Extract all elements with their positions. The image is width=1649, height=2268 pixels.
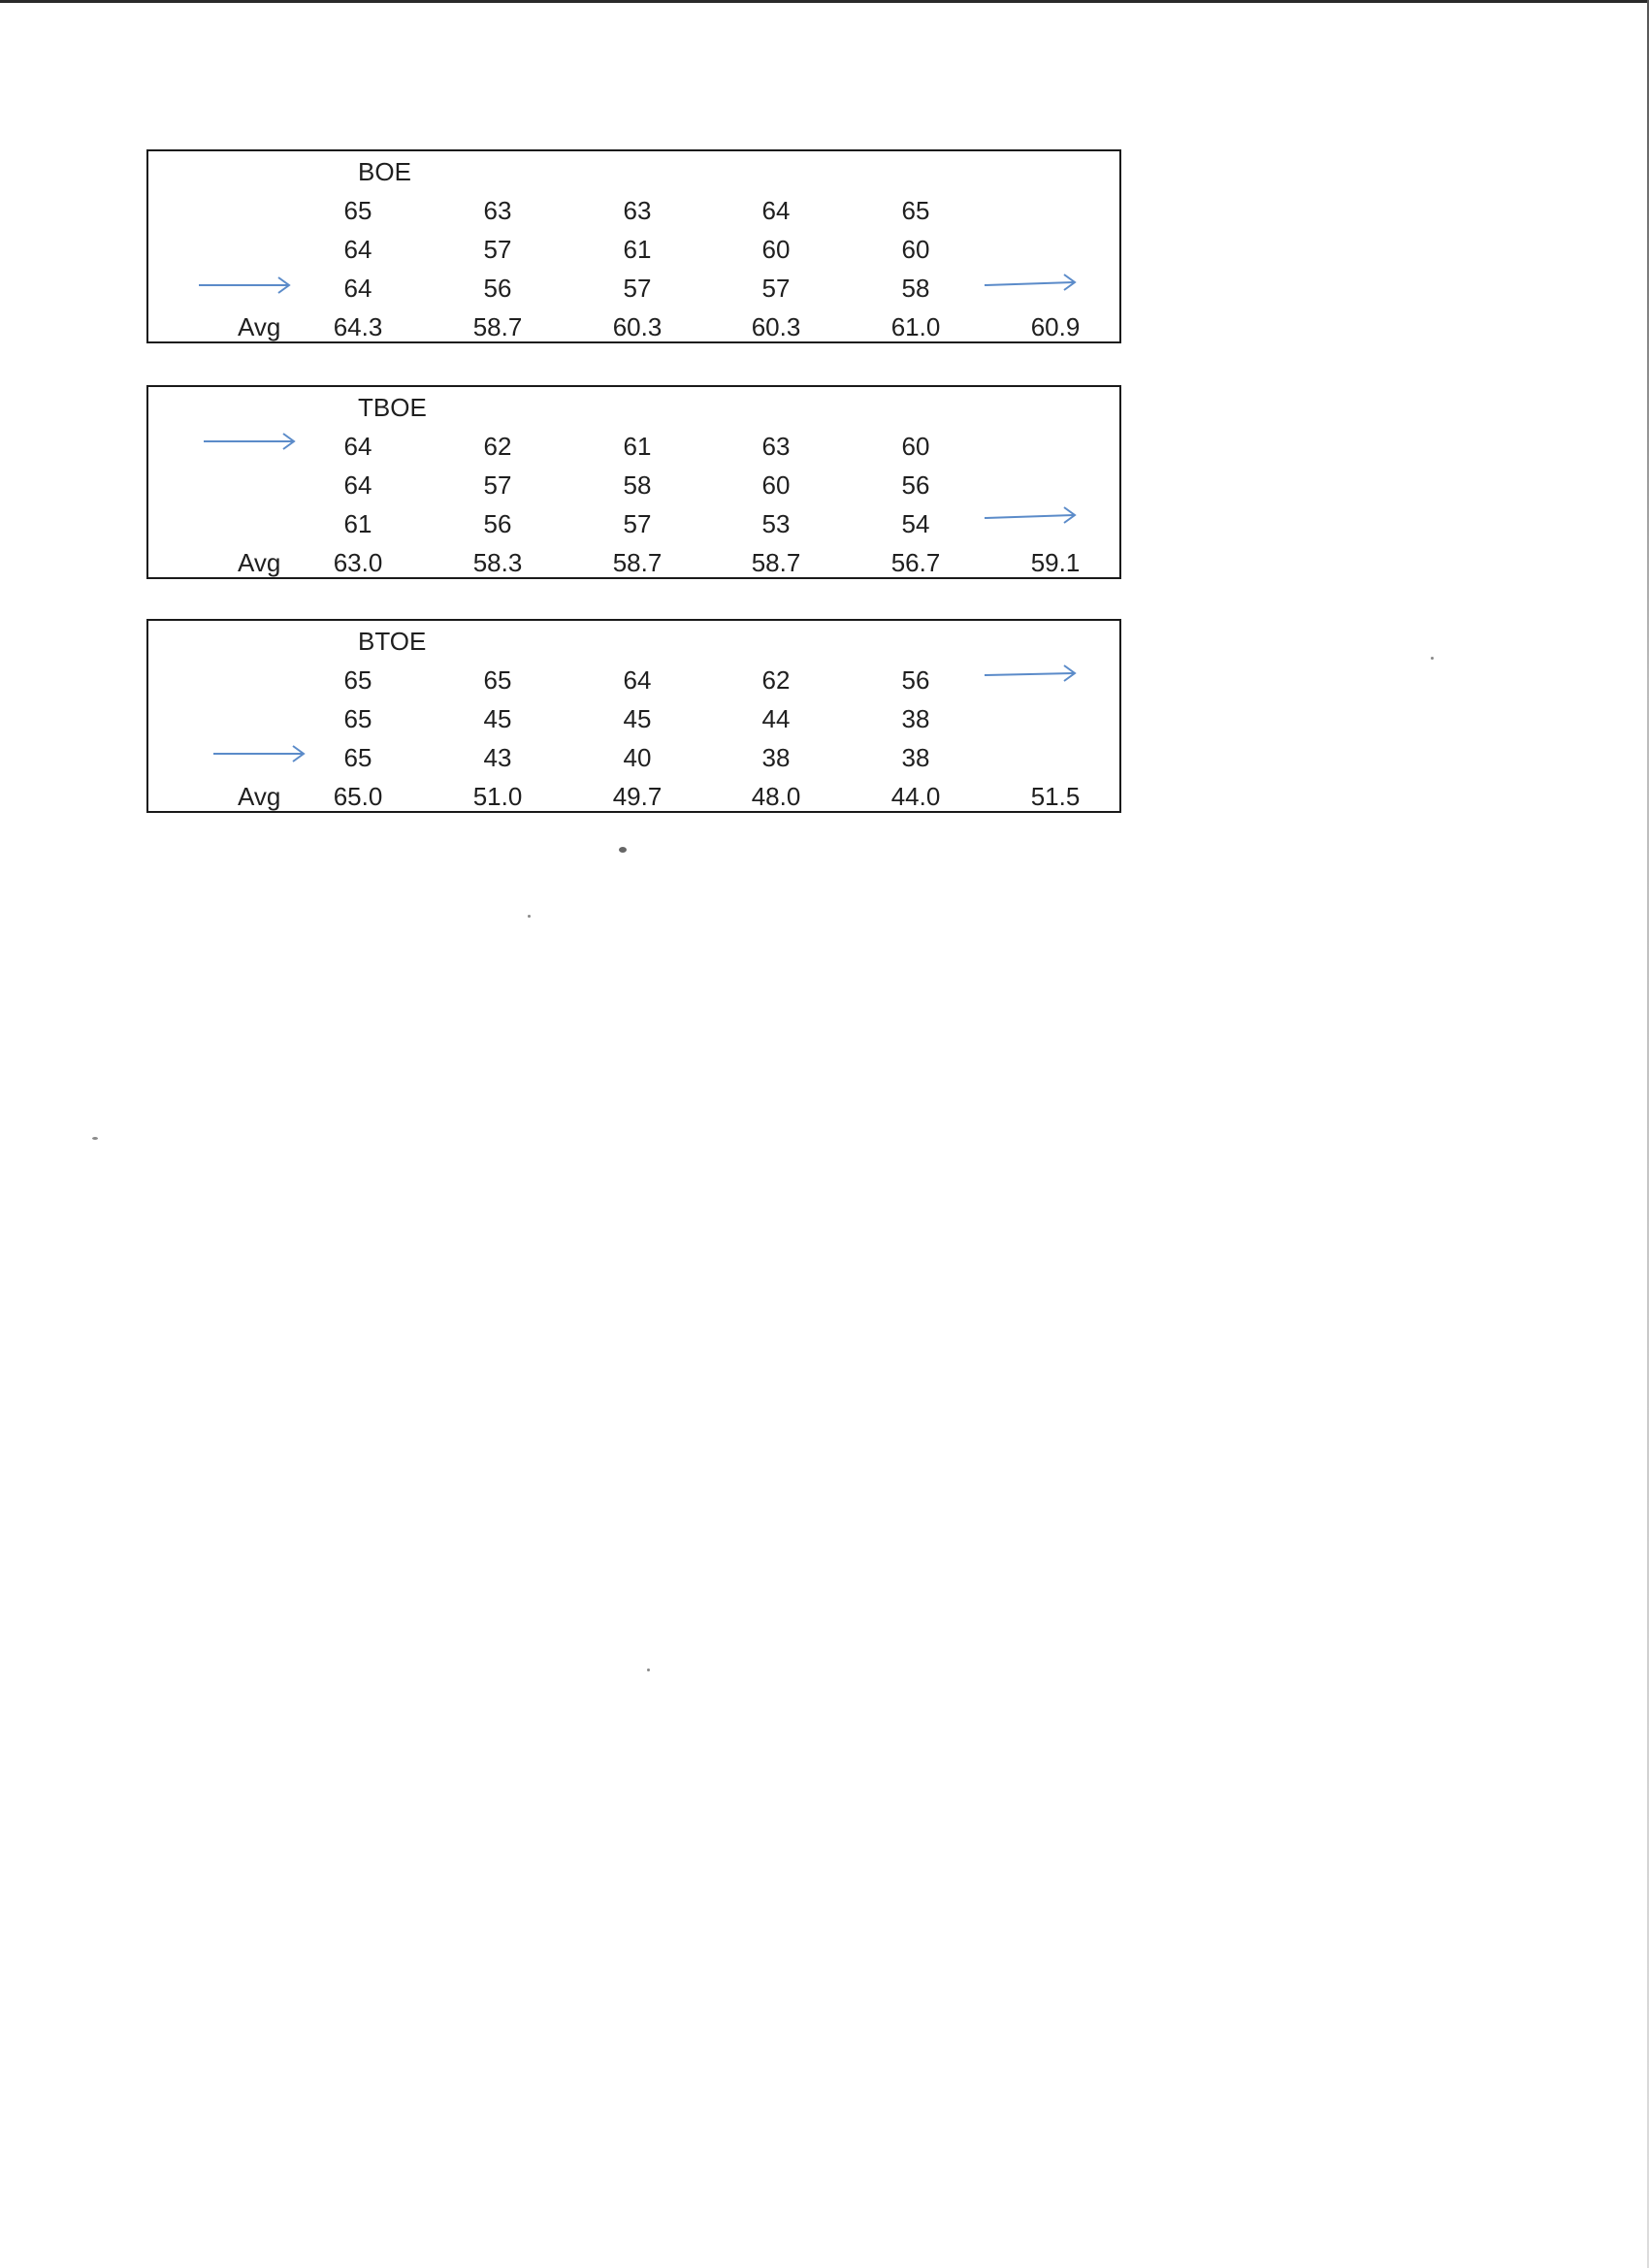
avg-label: Avg — [238, 312, 281, 341]
table-cell: 61 — [623, 235, 652, 264]
arrow-right-icon — [211, 742, 308, 765]
table-cell: 65 — [343, 743, 372, 772]
table-cell: 61 — [623, 432, 652, 461]
table-cell: 60 — [901, 432, 930, 461]
avg-cell: 44.0 — [890, 782, 941, 811]
table-cell: 65 — [483, 665, 512, 695]
table-cell: 58 — [623, 470, 652, 500]
scan-dust — [92, 1137, 98, 1140]
table-cell: 64 — [343, 470, 372, 500]
avg-cell: 58.7 — [472, 312, 523, 341]
table-cell: 65 — [901, 196, 930, 225]
table-cell: 63 — [623, 196, 652, 225]
table-cell: 40 — [623, 743, 652, 772]
table-cell: 57 — [623, 509, 652, 538]
table-cell: 64 — [761, 196, 791, 225]
avg-cell: 60.3 — [751, 312, 801, 341]
btoe-table — [146, 619, 1121, 813]
overall-avg: 59.1 — [1030, 548, 1081, 577]
table-cell: 38 — [901, 704, 930, 733]
table-cell: 60 — [761, 235, 791, 264]
avg-cell: 58.7 — [751, 548, 801, 577]
table-cell: 64 — [343, 274, 372, 303]
table-cell: 53 — [761, 509, 791, 538]
avg-cell: 56.7 — [890, 548, 941, 577]
table-cell: 43 — [483, 743, 512, 772]
table-title: BTOE — [358, 627, 427, 656]
table-cell: 64 — [343, 432, 372, 461]
overall-avg: 51.5 — [1030, 782, 1081, 811]
avg-cell: 61.0 — [890, 312, 941, 341]
avg-cell: 51.0 — [472, 782, 523, 811]
tboe-table — [146, 385, 1121, 579]
table-cell: 54 — [901, 509, 930, 538]
avg-cell: 64.3 — [333, 312, 383, 341]
table-cell: 56 — [901, 665, 930, 695]
table-cell: 45 — [623, 704, 652, 733]
table-cell: 64 — [623, 665, 652, 695]
avg-label: Avg — [238, 548, 281, 577]
table-cell: 56 — [483, 274, 512, 303]
table-cell: 57 — [761, 274, 791, 303]
table-cell: 57 — [623, 274, 652, 303]
avg-cell: 58.7 — [612, 548, 663, 577]
avg-label: Avg — [238, 782, 281, 811]
avg-cell: 48.0 — [751, 782, 801, 811]
table-cell: 45 — [483, 704, 512, 733]
table-cell: 56 — [901, 470, 930, 500]
table-cell: 65 — [343, 704, 372, 733]
arrow-right-icon — [983, 663, 1080, 686]
table-title: BOE — [358, 157, 411, 186]
arrow-right-icon — [197, 274, 294, 297]
table-cell: 65 — [343, 196, 372, 225]
avg-cell: 58.3 — [472, 548, 523, 577]
table-cell: 65 — [343, 665, 372, 695]
table-cell: 38 — [901, 743, 930, 772]
arrow-right-icon — [983, 272, 1080, 295]
table-cell: 56 — [483, 509, 512, 538]
avg-cell: 65.0 — [333, 782, 383, 811]
table-cell: 57 — [483, 235, 512, 264]
scan-dust — [619, 847, 627, 853]
table-cell: 38 — [761, 743, 791, 772]
scan-dust — [528, 915, 531, 918]
table-cell: 62 — [761, 665, 791, 695]
arrow-right-icon — [983, 504, 1080, 528]
table-cell: 63 — [761, 432, 791, 461]
scan-dust — [647, 1669, 650, 1671]
arrow-right-icon — [202, 430, 299, 453]
table-cell: 57 — [483, 470, 512, 500]
overall-avg: 60.9 — [1030, 312, 1081, 341]
table-title: TBOE — [358, 393, 427, 422]
table-cell: 61 — [343, 509, 372, 538]
table-cell: 58 — [901, 274, 930, 303]
table-cell: 62 — [483, 432, 512, 461]
scan-edge — [0, 0, 1649, 3]
boe-table — [146, 149, 1121, 343]
table-cell: 44 — [761, 704, 791, 733]
table-cell: 60 — [761, 470, 791, 500]
scan-dust — [1431, 657, 1434, 660]
table-cell: 63 — [483, 196, 512, 225]
avg-cell: 49.7 — [612, 782, 663, 811]
avg-cell: 63.0 — [333, 548, 383, 577]
table-cell: 60 — [901, 235, 930, 264]
table-cell: 64 — [343, 235, 372, 264]
avg-cell: 60.3 — [612, 312, 663, 341]
